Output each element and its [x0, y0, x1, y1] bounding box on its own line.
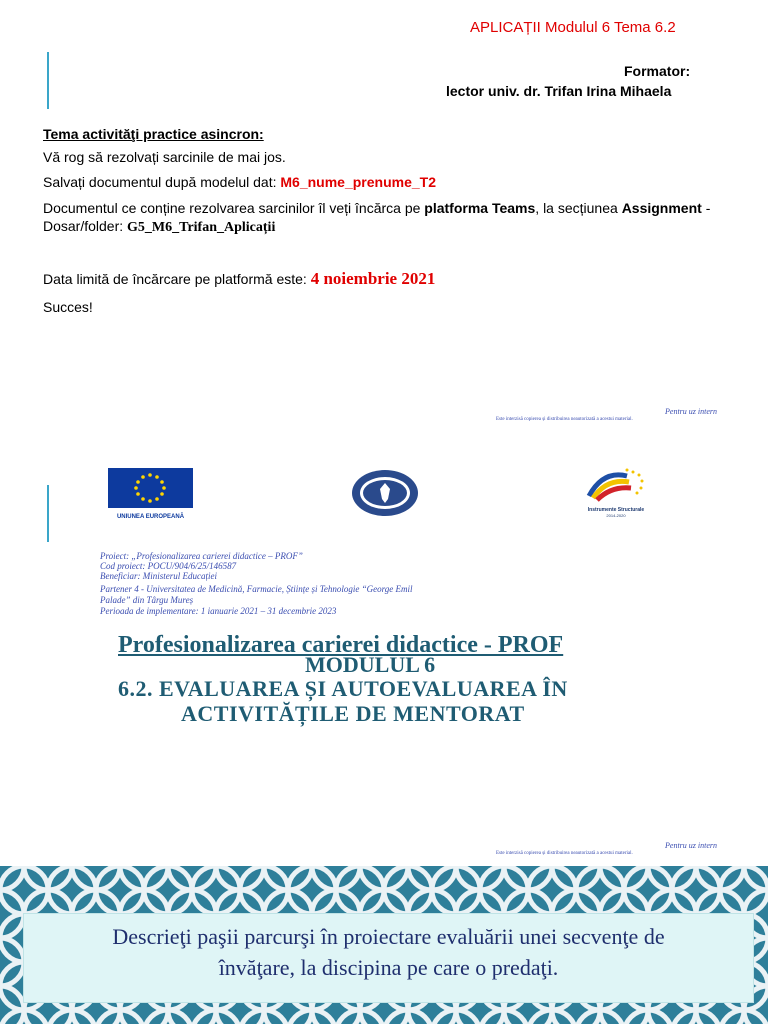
- eu-flag-icon: [108, 468, 193, 508]
- project-line-2: Cod proiect: POCU/904/6/25/146587: [100, 561, 237, 571]
- dash-text: -: [701, 200, 711, 216]
- document-title: APLICAȚII Modulul 6 Tema 6.2: [470, 19, 676, 36]
- tasks-line-3: [43, 199, 710, 217]
- tasks-line-1: Vă rog să rezolvați sarcinile de mai jos.: [43, 149, 286, 165]
- project-line-6: Perioada de implementare: 1 ianuarie 2021 – 31 decembrie 2023: [100, 606, 337, 616]
- task-description-line-1: Descrieţi paşii parcurşi în proiectare evaluării unei secvenţe de: [112, 924, 665, 949]
- slide-title: Profesionalizarea carierei didactice - PROF: [118, 632, 564, 658]
- accent-bar-middle: [47, 485, 49, 542]
- project-line-3: Beneficiar: Ministerul Educației: [100, 571, 217, 581]
- tasks-line-2: [43, 173, 436, 191]
- deadline-line: [43, 270, 435, 288]
- government-seal-icon: [350, 469, 420, 517]
- tasks-heading: Tema activităţi practice asincron:: [43, 126, 264, 142]
- section-text: , la secțiunea: [535, 200, 622, 216]
- deadline-date: 4 noiembrie 2021: [310, 269, 436, 288]
- platform-name: platforma Teams: [424, 200, 536, 216]
- internal-note-label-2: Pentru uz intern: [665, 841, 717, 850]
- project-line-4: Partener 4 - Universitatea de Medicină, Farmacie, Științe și Tehnologie “George Emil: [100, 584, 413, 594]
- task-description-box: [23, 913, 754, 1003]
- project-line-5: Palade” din Târgu Mureș: [100, 595, 194, 605]
- internal-note-label: Pentru uz intern: [665, 407, 717, 416]
- accent-bar-top: [47, 52, 49, 109]
- eu-logo: [108, 468, 193, 518]
- topic-line-1: 6.2. EVALUAREA ȘI AUTOEVALUAREA ÎN: [118, 676, 568, 701]
- module-title: MODULUL 6: [305, 652, 436, 677]
- project-line-1: Proiect: „Profesionalizarea carierei didactice – PROF”: [100, 551, 303, 561]
- internal-note-text: Este interzisă copierea și distribuirea neautorizată a acestui material.: [496, 417, 633, 422]
- section-name: Assignment: [621, 200, 702, 216]
- upload-instruction: Documentul ce conține rezolvarea sarcinilor îl veți încărca pe: [43, 200, 425, 216]
- deadline-label: Data limită de încărcare pe platformă este:: [43, 271, 311, 287]
- filename-model: M6_nume_prenume_T2: [280, 174, 436, 190]
- closing-text: Succes!: [43, 299, 93, 315]
- structural-instruments-icon: [583, 466, 649, 502]
- formator-label: Formator:: [624, 63, 691, 79]
- formator-name: lector univ. dr. Trifan Irina Mihaela: [446, 83, 672, 99]
- internal-note-text-2: Este interzisă copierea și distribuirea neautorizată a acestui material.: [496, 851, 633, 856]
- tasks-line-4: [43, 217, 275, 237]
- topic-line-2: ACTIVITĂȚILE DE MENTORAT: [181, 701, 525, 726]
- save-instruction: Salvați documentul după modelul dat:: [43, 174, 281, 190]
- structural-instruments-years: 2014-2020: [606, 513, 626, 518]
- folder-label: Dosar/folder:: [43, 218, 128, 234]
- folder-name: G5_M6_Trifan_Aplicații: [127, 220, 276, 235]
- structural-instruments-logo: [583, 466, 649, 522]
- task-description-line-2: învăţare, la discipina pe care o predaţi.: [218, 955, 559, 980]
- government-logo: [350, 469, 420, 517]
- structural-instruments-caption: Instrumente Structurale: [587, 507, 645, 513]
- eu-caption: UNIUNEA EUROPEANĂ: [116, 514, 185, 520]
